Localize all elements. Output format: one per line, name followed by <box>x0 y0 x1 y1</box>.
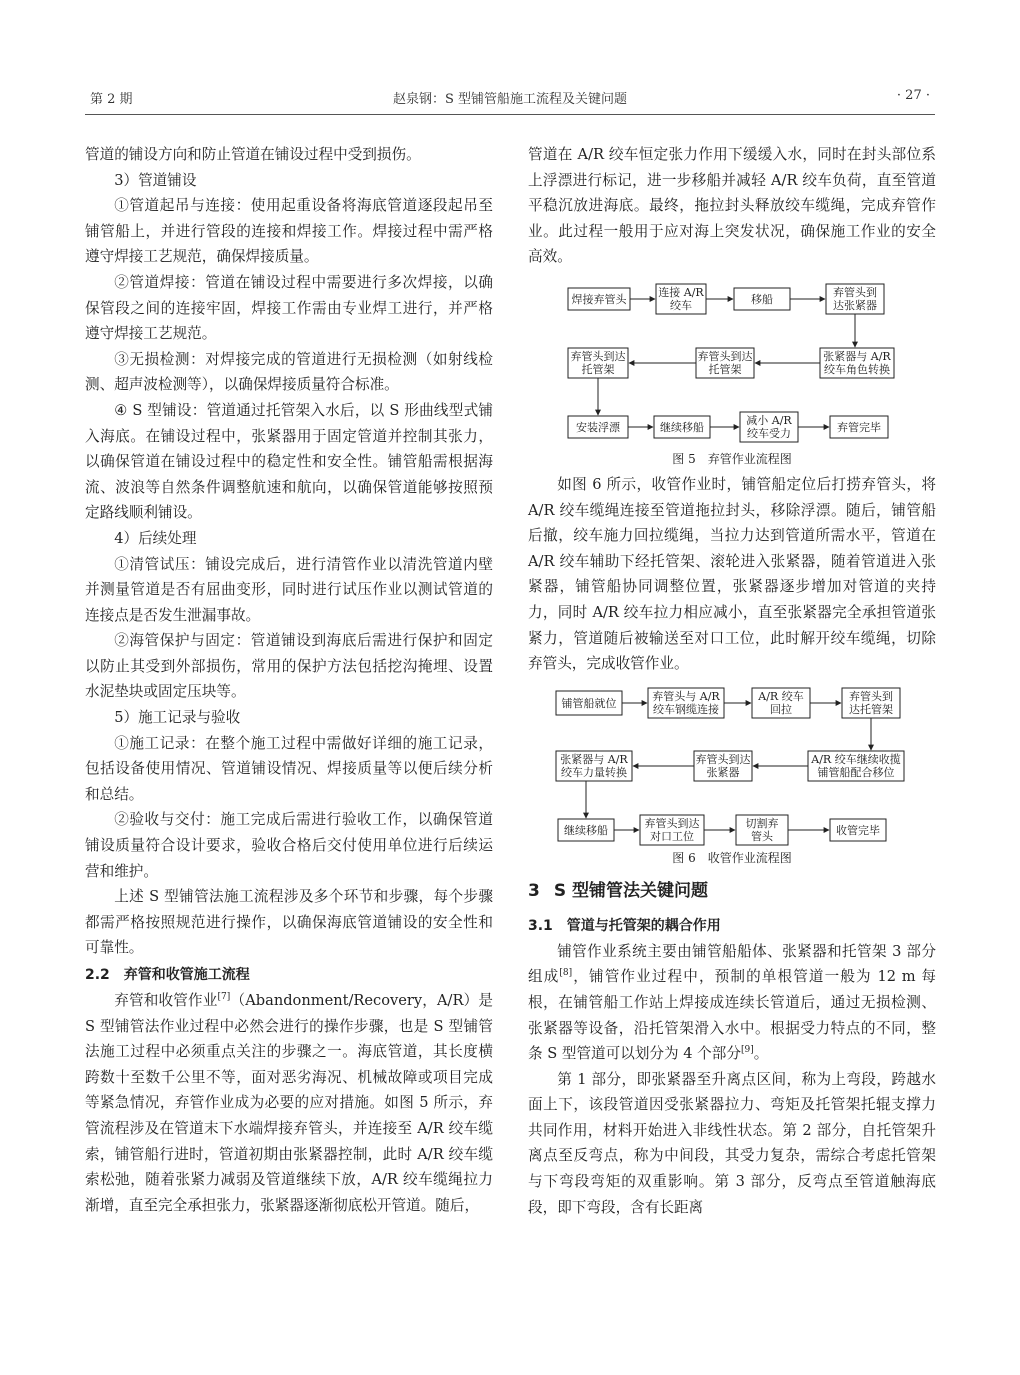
section-title: S 型铺管法关键问题 <box>553 880 709 901</box>
paragraph: 第 1 部分，即张紧器至升离点区间，称为上弯段，跨越水面上下，该段管道因受张紧器拉力、弯矩及托管架托辊支撑力共同作用，材料开始进入非线性状态。第 2 部分，自托管架升离点至反弯点，称为中间段，其受力复杂，需综合考虑托管架与下弯段弯矩的双重影响。第 3 部分，反弯点至管道触海底段，即下弯段，含有长距离 <box>528 1070 936 1216</box>
node-label: 铺管船配合移位 <box>817 765 895 779</box>
figure-5 <box>528 278 936 468</box>
figure-6 <box>528 685 936 867</box>
node-label: 连接 A/R <box>658 285 704 299</box>
node-label: 焊接弃管头 <box>571 292 627 306</box>
paragraph: ①管道起吊与连接：使用起重设备将海底管道逐段起吊至铺管船上，并进行管段的连接和焊接工作。焊接过程中需严格遵守焊接工艺规范，确保焊接质量。 <box>85 197 493 266</box>
node-label: 继续移船 <box>564 823 608 837</box>
text: 弃管和收管作业 <box>114 992 218 1009</box>
node-label: 安装浮漂 <box>576 420 620 434</box>
section-heading-2-2: 2.2 弃管和收管施工流程 <box>85 967 250 983</box>
node-label: 减小 A/R <box>746 413 792 427</box>
node-label: 弃管头到 <box>833 285 877 299</box>
node-label: A/R 绞车继续收揽 <box>811 752 901 766</box>
paragraph: ④ S 型铺设：管道通过托管架入水后，以 S 形曲线型式铺入海底。在铺设过程中，张紧器用于固定管道并控制其张力，以确保管道在铺设过程中的稳定性和安全性。铺管船需根据海流、波浪等自然条件调整航速和航向，以确保管道能够按照预定路线顺利铺设。 <box>85 401 493 522</box>
node-label: 回拉 <box>770 702 792 716</box>
figure-5-caption: 图 5 弃管作业流程图 <box>672 451 792 466</box>
running-header <box>90 88 930 110</box>
node-label: 切割弃 <box>745 816 779 830</box>
node-label: 弃管头与 A/R <box>652 689 720 703</box>
node-label: 弃管头到达 <box>695 752 751 766</box>
paragraph <box>528 939 936 1067</box>
node-label: 弃管头到达 <box>570 349 626 363</box>
node-label: 弃管头到 <box>849 689 893 703</box>
page-number: · 27 · <box>896 88 930 103</box>
node-label: 绞车力量转换 <box>561 765 627 779</box>
citation: [8] <box>559 968 573 979</box>
section-heading-3 <box>528 877 936 905</box>
node-label: 弃管头到达 <box>644 816 700 830</box>
node-label: 绞车受力 <box>747 426 791 440</box>
flowchart-5 <box>528 278 936 450</box>
node-label: A/R 绞车 <box>758 689 804 703</box>
section-heading-3-1: 3.1 管道与托管架的耦合作用 <box>528 917 721 934</box>
citation: [7] <box>217 992 231 1003</box>
paragraph: 管道的铺设方向和防止管道在铺设过程中受到损伤。 <box>85 146 421 163</box>
section-number: 3 <box>528 880 540 901</box>
header-rule <box>85 114 935 115</box>
node-label: 张紧器与 A/R <box>823 349 891 363</box>
node-label: 收管完毕 <box>836 823 880 837</box>
figure-6-caption: 图 6 收管作业流程图 <box>672 850 792 865</box>
node-label: 托管架 <box>708 362 742 376</box>
text: （Abandonment/Recovery，A/R）是 S 型铺管法作业过程中必然会进行的操作步骤，也是 S 型铺管法施工过程中必须重点关注的步骤之一。海底管道，其长度横跨数十至数千公里不等，面对恶劣海况、机械故障或项目完成等紧急情况，弃管作业成为必要的应对措施。如图 5 所示，弃管流程涉及在管道末下水端焊接弃管头，并连接至 A/R 绞车缆索，铺管船行进时，管道初期由张紧器控制，此时 A/R 绞车缆索松弛，随着张紧力减弱及管道继续下放，A/R 绞车缆绳拉力渐增，直至完全承担张力，张紧器逐渐彻底松开管道。随后， <box>85 992 493 1214</box>
node-label: 移船 <box>751 292 773 306</box>
left-column <box>85 142 493 1218</box>
running-title: 赵泉钢：S 型铺管船施工流程及关键问题 <box>392 92 628 107</box>
node-label: 绞车 <box>670 298 692 312</box>
node-label: 托管架 <box>581 362 615 376</box>
flowchart-6 <box>528 685 936 849</box>
paragraph <box>85 988 493 1218</box>
node-label: 张紧器与 A/R <box>560 752 628 766</box>
paragraph: ①施工记录：在整个施工过程中需做好详细的施工记录，包括设备使用情况、管道铺设情况、焊接质量等以便后续分析和总结。 <box>85 734 493 803</box>
subheading-post: 4）后续处理 <box>114 529 197 547</box>
node-label: 达托管架 <box>849 702 893 716</box>
paragraph: 如图 6 所示，收管作业时，铺管船定位后打捞弃管头，将 A/R 绞车缆绳连接至管道拖拉封头，移除浮漂。随后，铺管船后撤，绞车施力回拉缆绳，当拉力达到管道所需水平，管道在 A/R 绞车辅助下经托管架、滚轮进入张紧器，随着管道进入张紧器，铺管船协同调整位置，张紧器逐步增加对管道的夹持力，同时 A/R 绞车拉力相应减小，直至张紧器完全承担管道张紧力，管道随后被输送至对口工位，此时解开绞车缆绳，切除弃管头，完成收管作业。 <box>528 475 936 673</box>
text: 铺管作业系统主要由铺管船船体、张紧器和托管架 3 部分组成 <box>528 942 936 986</box>
text: ，铺管作业过程中，预制的单根管道一般为 12 m 每根，在铺管船工作站上焊接成连续长管道后，通过无损检测、张紧器等设备，沿托管架滑入水中。根据受力特点的不同，整条 S 型管道可以划分为 4 个部分 <box>528 968 936 1063</box>
paragraph: 上述 S 型铺管法施工流程涉及多个环节和步骤，每个步骤都需严格按照规范进行操作，以确保海底管道铺设的安全性和可靠性。 <box>85 888 493 957</box>
issue-number: 第 2 期 <box>90 92 133 107</box>
node-label: 弃管完毕 <box>837 420 881 434</box>
node-label: 继续移船 <box>660 420 704 434</box>
subheading-laying: 3）管道铺设 <box>114 171 197 189</box>
paragraph: 管道在 A/R 绞车恒定张力作用下缓缓入水，同时在封头部位系上浮漂进行标记，进一步移船并减轻 A/R 绞车负荷，直至管道平稳沉放进海底。最终，拖拉封头释放绞车缆绳，完成弃管作业。此过程一般用于应对海上突发状况，确保施工作业的安全高效。 <box>528 146 936 266</box>
text: 。 <box>753 1045 769 1063</box>
right-column <box>528 142 936 1220</box>
node-label: 对口工位 <box>650 829 694 843</box>
node-label: 张紧器 <box>706 765 740 779</box>
node-label: 管头 <box>751 829 773 843</box>
subheading-record: 5）施工记录与验收 <box>114 709 241 727</box>
paragraph: ①清管试压：铺设完成后，进行清管作业以清洗管道内壁并测量管道是否有屈曲变形，同时进行试压作业以测试管道的连接点是否发生泄漏事故。 <box>85 555 493 624</box>
node-label: 绞车钢缆连接 <box>653 702 719 716</box>
citation: [9] <box>740 1045 754 1056</box>
paragraph: ②海管保护与固定：管道铺设到海底后需进行保护和固定以防止其受到外部损伤，常用的保护方法包括挖沟掩埋、设置水泥垫块或固定压块等。 <box>85 632 493 701</box>
node-label: 达张紧器 <box>833 298 877 312</box>
node-label: 弃管头到达 <box>697 349 753 363</box>
node-label: 铺管船就位 <box>561 696 617 710</box>
paragraph: ②验收与交付：施工完成后需进行验收工作，以确保管道铺设质量符合设计要求，验收合格后交付使用单位进行后续运营和维护。 <box>85 811 493 880</box>
paragraph: ③无损检测：对焊接完成的管道进行无损检测（如射线检测、超声波检测等），以确保焊接质量符合标准。 <box>85 350 493 394</box>
paragraph: ②管道焊接：管道在铺设过程中需要进行多次焊接，以确保管段之间的连接牢固，焊接工作需由专业焊工进行，并严格遵守焊接工艺规范。 <box>85 273 493 343</box>
node-label: 绞车角色转换 <box>824 362 890 376</box>
